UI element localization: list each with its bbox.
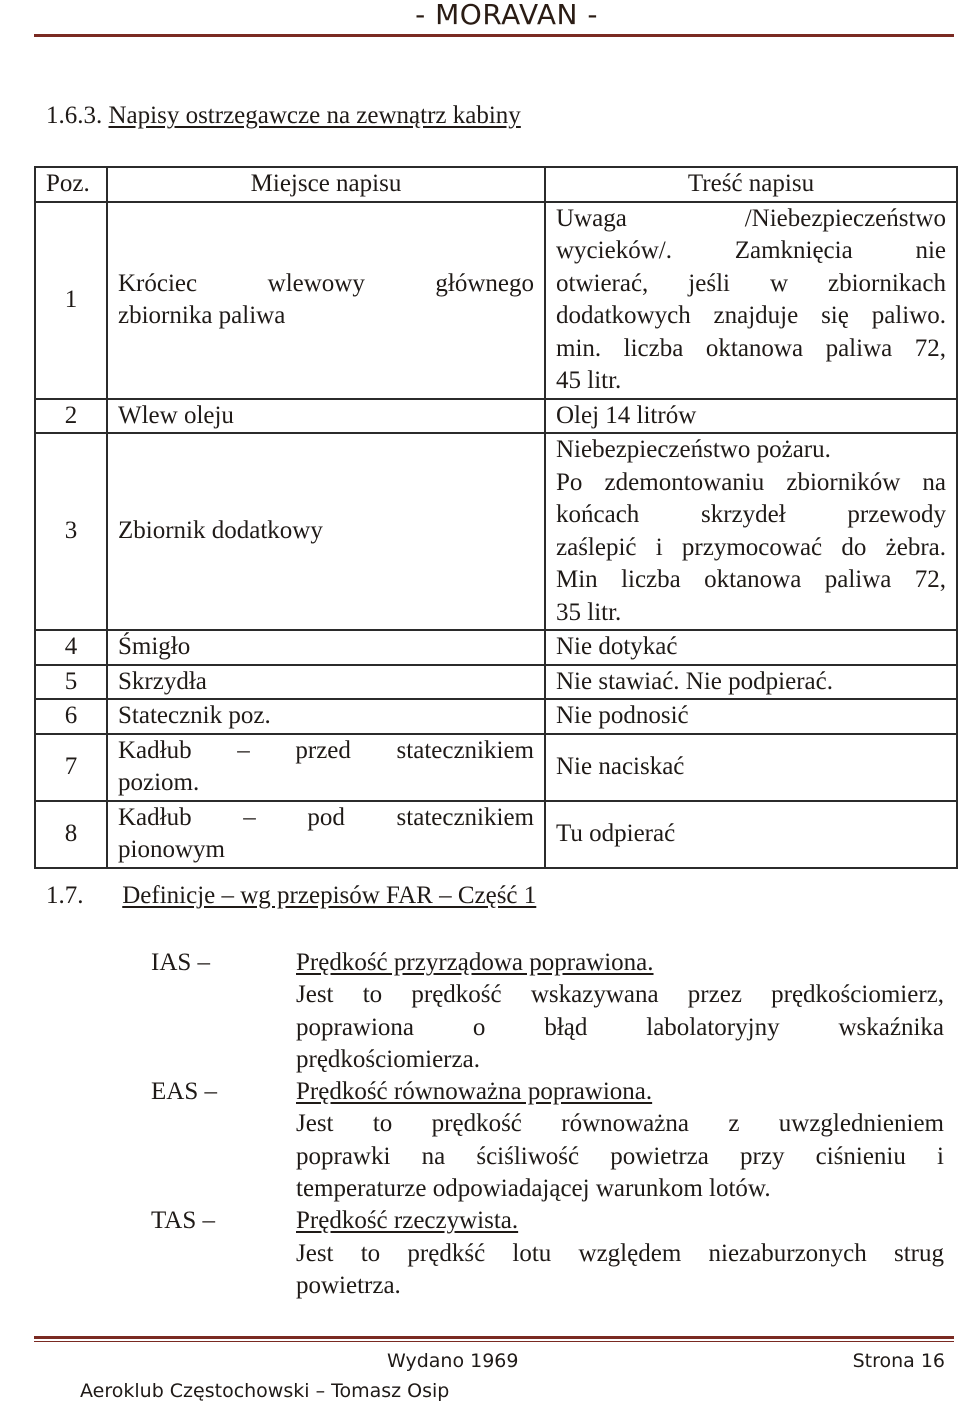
table-row <box>35 202 957 399</box>
table-row <box>35 399 957 434</box>
row-place <box>107 801 545 868</box>
row-pos: 8 <box>35 801 107 868</box>
table-row <box>35 734 957 801</box>
section-number: 1.7. <box>46 882 84 909</box>
row-text <box>545 202 957 399</box>
definition-line: poprawki na ściśliwość powietrza przy ciśnieniu i <box>296 1142 944 1170</box>
row-text-line: otwierać, jeśli w zbiornikach <box>556 269 946 297</box>
row-place <box>107 202 545 399</box>
column-header-pos: Poz. <box>35 167 107 202</box>
definition-body <box>296 1076 944 1205</box>
table-row <box>35 433 957 630</box>
section-title: Napisy ostrzegawcze na zewnątrz kabiny <box>108 102 521 129</box>
row-pos: 5 <box>35 665 107 700</box>
row-text: Nie stawiać. Nie podpierać. <box>545 665 957 700</box>
section-title: Definicje – wg przepisów FAR – Część 1 <box>122 882 537 909</box>
row-place: Zbiornik dodatkowy <box>107 433 545 630</box>
row-text: Nie naciskać <box>545 734 957 801</box>
section-heading-1-7 <box>46 882 536 910</box>
definition-line: Jest to prędkść lotu względem niezaburzonych strug <box>296 1239 944 1267</box>
row-place-line: zbiornika paliwa <box>118 302 286 329</box>
row-place-line: Króciec wlewowy głównego <box>118 269 534 297</box>
row-text-line: wycieków/. Zamknięcia nie <box>556 237 946 264</box>
row-text: Tu odpierać <box>545 801 957 868</box>
footer-rule-thin <box>34 1341 954 1342</box>
column-header-place: Miejsce napisu <box>107 167 545 202</box>
row-text: Nie podnosić <box>545 699 957 734</box>
section-number: 1.6.3. <box>46 102 103 129</box>
row-text-line: dodatkowych znajduje się paliwo. <box>556 302 946 329</box>
table-row <box>35 665 957 700</box>
row-pos: 1 <box>35 202 107 399</box>
definition-body <box>296 947 944 1076</box>
definition-body <box>296 1205 944 1302</box>
row-pos: 2 <box>35 399 107 434</box>
header-rule <box>34 34 954 37</box>
row-pos: 6 <box>35 699 107 734</box>
row-place-line: Kadłub – przed statecznikiem <box>118 736 534 764</box>
row-place <box>107 734 545 801</box>
definition-item <box>0 1076 960 1205</box>
row-text-line: Po zdemontowaniu zbiorników na <box>556 468 946 496</box>
definition-line: prędkościomierza. <box>296 1045 480 1073</box>
table-row <box>35 630 957 665</box>
definition-line: Jest to prędkość wskazywana przez prędkościomierz, <box>296 981 944 1009</box>
definitions-list <box>0 947 960 1302</box>
row-text-line: Uwaga /Niebezpieczeństwo <box>556 204 946 232</box>
definition-line: poprawiona o błąd labolatoryjny wskaźnika <box>296 1013 944 1041</box>
table-row <box>35 801 957 868</box>
row-place-line: Kadłub – pod statecznikiem <box>118 803 534 831</box>
row-place-line: poziom. <box>118 769 200 796</box>
definition-item <box>0 1205 960 1302</box>
definition-item <box>0 947 960 1076</box>
footer-issued: Wydano 1969 <box>387 1350 519 1372</box>
row-text-line: min. liczba oktanowa paliwa 72, <box>556 334 946 362</box>
definition-title: Prędkość równoważna poprawiona. <box>296 1078 653 1106</box>
row-pos: 3 <box>35 433 107 630</box>
footer-author: Aeroklub Częstochowski – Tomasz Osip <box>80 1380 450 1402</box>
row-place: Wlew oleju <box>107 399 545 434</box>
row-text-line: zaślepić i przymocować do żebra. <box>556 533 946 561</box>
definition-title: Prędkość rzeczywista. <box>296 1207 519 1235</box>
row-place: Skrzydła <box>107 665 545 700</box>
definition-line: temperaturze odpowiadającej warunkom lotów. <box>296 1175 771 1203</box>
definition-abbreviation: TAS – <box>151 1207 215 1235</box>
section-heading-1-6-3 <box>46 102 521 130</box>
row-text-line: Niebezpieczeństwo pożaru. <box>556 436 831 463</box>
row-text-line: końcach skrzydeł przewody <box>556 501 946 528</box>
warnings-table <box>34 166 958 869</box>
footer-rule <box>34 1336 954 1339</box>
row-place: Śmigło <box>107 630 545 665</box>
row-place: Statecznik poz. <box>107 699 545 734</box>
row-text-line: 45 litr. <box>556 367 622 394</box>
row-pos: 4 <box>35 630 107 665</box>
definition-line: powietrza. <box>296 1271 401 1299</box>
definition-abbreviation: EAS – <box>151 1078 217 1106</box>
definition-title: Prędkość przyrządowa poprawiona. <box>296 949 654 976</box>
definition-abbreviation: IAS – <box>151 949 211 976</box>
table-row <box>35 699 957 734</box>
page-header <box>0 0 960 36</box>
table-header-row <box>35 167 957 202</box>
row-place-line: pionowym <box>118 836 225 863</box>
column-header-text: Treść napisu <box>545 167 957 202</box>
row-text-line: Min liczba oktanowa paliwa 72, <box>556 566 946 593</box>
footer-page-number: Strona 16 <box>852 1350 945 1372</box>
row-pos: 7 <box>35 734 107 801</box>
row-text: Olej 14 litrów <box>545 399 957 434</box>
row-text: Nie dotykać <box>545 630 957 665</box>
header-title: - MORAVAN - <box>415 0 598 31</box>
row-text-line: 35 litr. <box>556 598 622 626</box>
row-text <box>545 433 957 630</box>
definition-line: Jest to prędkość równoważna z uwzglednieniem <box>296 1110 944 1138</box>
